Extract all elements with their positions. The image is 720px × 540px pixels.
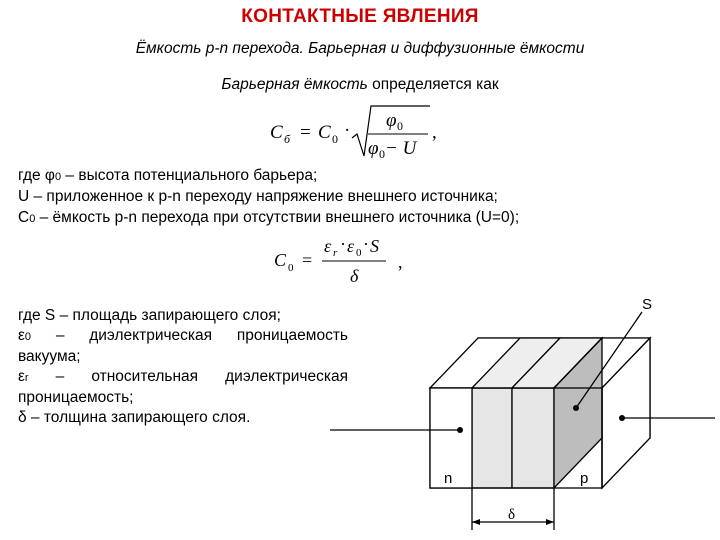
f1-tail: , <box>432 122 437 143</box>
contact-dot-left <box>457 427 463 433</box>
formula-barrier-capacitance <box>268 100 448 162</box>
def-epsr-cont: проницаемость; <box>18 389 134 406</box>
f2-num-a-sub: r <box>333 247 338 259</box>
def-epsr: εr – относительная диэлектрическая <box>18 368 348 385</box>
def-phi0: где φ0 – высота потенциального барьера; <box>18 167 318 184</box>
f1-num: φ <box>386 110 397 131</box>
f2-num-c: S <box>370 236 379 256</box>
def-eps0-cont: вакуума; <box>18 348 81 365</box>
f1-lhs: C <box>270 122 283 143</box>
def-c0: C0 – ёмкость p-n перехода при отсутствии внешнего источника (U=0); <box>18 209 520 226</box>
label-p: p <box>580 470 589 487</box>
f2-lhs: C <box>274 250 287 270</box>
formula-c0 <box>272 232 422 290</box>
def-s: где S – площадь запирающего слоя; <box>18 307 281 324</box>
f2-num-b: ε <box>347 236 355 256</box>
slab-light-left <box>472 388 512 488</box>
f1-den-sub: 0 <box>379 147 385 161</box>
f2-num-b-sub: 0 <box>356 247 362 259</box>
def-delta: δ – толщина запирающего слоя. <box>18 409 251 426</box>
f2-lhs-sub: 0 <box>288 262 294 274</box>
delta-arrow-right <box>546 519 554 525</box>
f1-num-sub: 0 <box>397 119 403 133</box>
f2-den: δ <box>350 266 359 286</box>
pn-junction-diagram <box>330 290 715 535</box>
f1-dot: · <box>344 120 351 141</box>
slab-light-middle <box>512 388 554 488</box>
page-subtitle: Ёмкость p-n перехода. Барьерная и диффузионные ёмкости <box>135 40 585 57</box>
page-title: КОНТАКТНЫЕ ЯВЛЕНИЯ <box>241 6 479 27</box>
f2-dot1: · <box>340 234 346 254</box>
surface-s-dot <box>573 405 579 411</box>
f1-c0: C <box>318 122 331 143</box>
def-u: U – приложенное к p-n переходу напряжение внешнего источника; <box>18 188 498 205</box>
definitions-block-1 <box>18 166 519 229</box>
delta-arrow-left <box>472 519 480 525</box>
f1-c0-sub: 0 <box>332 132 338 146</box>
label-n: n <box>444 470 453 487</box>
def-eps0: ε0 – диэлектрическая проницаемость <box>18 327 348 344</box>
f2-num-a: ε <box>324 236 332 256</box>
intro-term: Барьерная ёмкость <box>221 76 368 93</box>
f1-den-rest: − U <box>385 138 417 159</box>
label-s: S <box>642 296 653 313</box>
f2-tail: , <box>398 252 403 272</box>
f1-equals: = <box>300 122 311 143</box>
f1-den: φ <box>368 138 379 159</box>
definitions-block-2 <box>18 306 348 428</box>
intro-rest: определяется как <box>367 76 499 93</box>
intro-line <box>0 76 720 94</box>
f1-lhs-sub: б <box>284 132 291 146</box>
label-delta: δ <box>508 507 516 523</box>
f2-equals: = <box>302 250 313 270</box>
f2-dot2: · <box>363 234 369 254</box>
contact-dot-right <box>619 415 625 421</box>
